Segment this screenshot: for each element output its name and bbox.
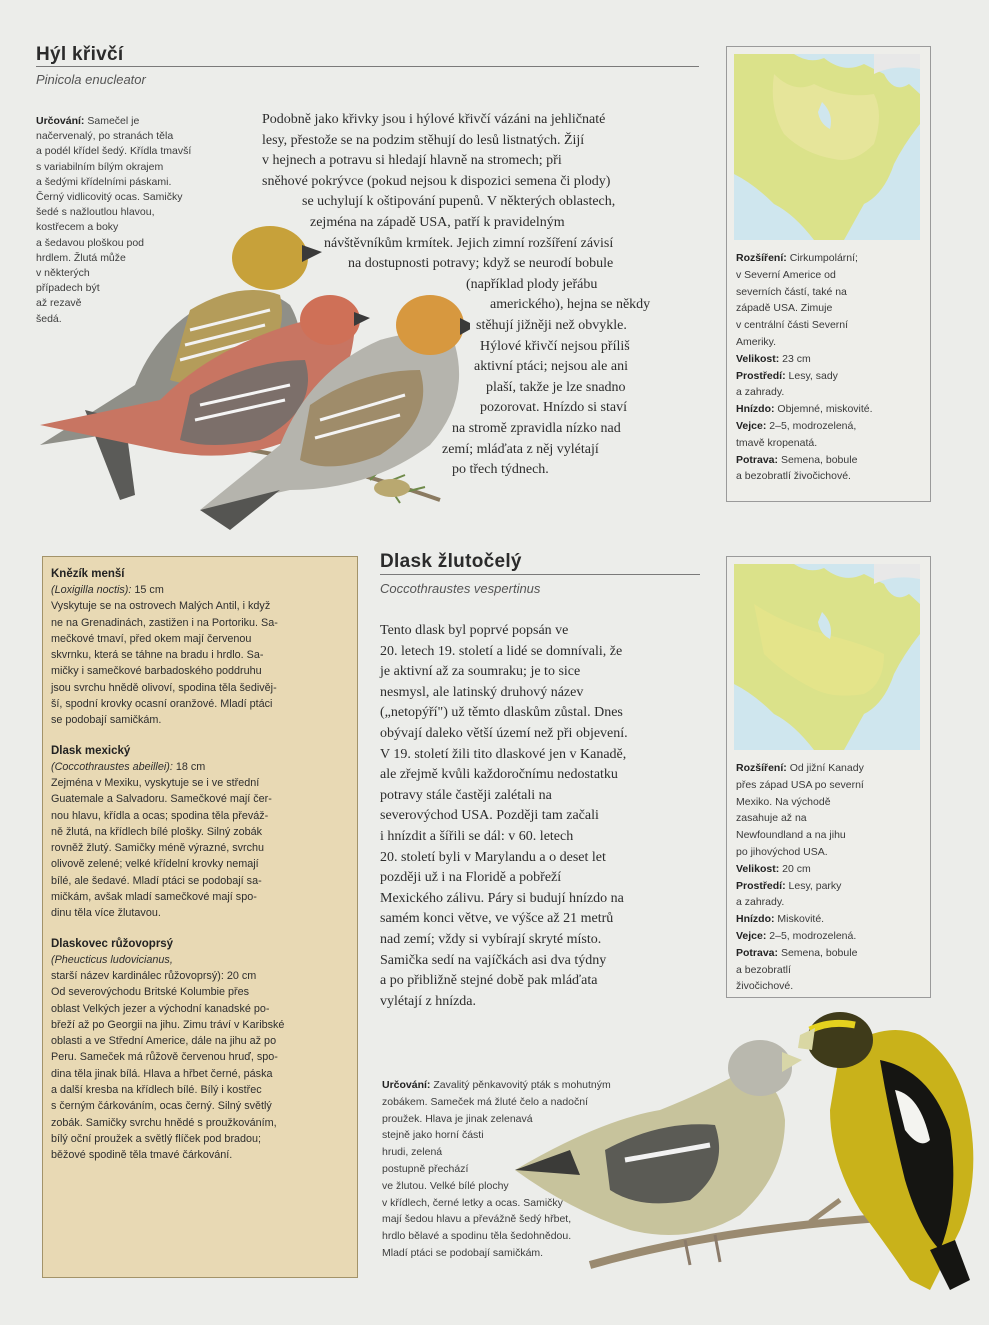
section2-latin: Coccothraustes vespertinus	[380, 581, 541, 596]
body-line: aktivní ptáci; nejsou ale ani	[474, 359, 628, 375]
sidebar-entry-line: Vyskytuje se na ostrovech Malých Antil, i když	[51, 600, 271, 613]
info-label: Potrava:	[736, 453, 779, 466]
body-line: 20. letech 19. století a lidé se domnívali, že	[380, 643, 623, 659]
body-line: (například plody jeřábu	[466, 276, 598, 292]
info-value: tmavě kropenatá.	[736, 436, 818, 449]
sidebar-entry-line: ne na Grenadinách, zastižen i na Portoriku. Sa-	[51, 616, 278, 629]
id-text: postupně přechází	[382, 1162, 469, 1175]
info-line	[736, 945, 926, 962]
info-label: Rozšíření:	[736, 252, 787, 264]
section1-info-text	[736, 250, 926, 485]
info-value: Lesy, sady	[788, 369, 838, 382]
body-line: V 19. století žili tito dlaskové jen v Kanadě,	[380, 746, 627, 762]
sidebar-entry-latin: (Coccothraustes abeillei):	[51, 760, 173, 773]
body-line: později už i na Floridě a pobřeží	[380, 870, 562, 886]
sidebar-entry-line: nou hlavu, křídla a ocas; spodina těla převáž-	[51, 809, 269, 822]
sidebar-entry-line: Guatemale a Salvadoru. Samečkové mají čer-	[51, 793, 272, 806]
info-value: a bezobratlí živočichové.	[736, 470, 851, 483]
info-line	[736, 827, 926, 844]
sidebar-entry-line: Peru. Sameček má růžově červenou hruď, spo-	[51, 1051, 278, 1064]
sidebar-entry-line: běžové spodině těla tmavé čárkování.	[51, 1149, 233, 1162]
sidebar-entry-line: bílý oční proužek a světlý flíček pod bradou;	[51, 1132, 262, 1145]
info-line	[736, 878, 926, 895]
section2-range-map	[734, 564, 920, 750]
section2-body	[380, 621, 710, 1012]
sidebar-entry-title: Dlask mexický	[51, 744, 131, 757]
sidebar-entry-latin-line	[51, 582, 351, 598]
sidebar-entry-line: mičky i samečkové barbadoského poddruhu	[51, 665, 262, 678]
info-value: a zahrady.	[736, 386, 785, 399]
info-line	[736, 452, 926, 469]
info-value: 23 cm	[782, 352, 811, 365]
info-label: Velikost:	[736, 352, 780, 365]
id-text: a šedavou ploškou pod	[36, 236, 144, 249]
sidebar-entry-line: Od severovýchodu Britské Kolumbie přes	[51, 986, 250, 999]
id-text: načervenalý, po stranách těla	[36, 130, 174, 143]
pine-grosbeak-illustration	[40, 200, 470, 540]
body-line: vylétají z hnízda.	[380, 993, 477, 1009]
sidebar-entry-line: ně žlutá, na křídlech bílé plošky. Silný zobák	[51, 825, 263, 838]
info-value: přes západ USA po severní	[736, 778, 864, 791]
info-value: Ameriky.	[736, 335, 777, 348]
info-line	[736, 794, 926, 811]
id-text: šedá.	[36, 312, 62, 325]
body-line: Hýlové křivčí nejsou příliš	[480, 338, 630, 354]
body-line: 20. století byli v Marylandu a o deset let	[380, 849, 606, 865]
sidebar-entry-latin: (Pheucticus ludovicianus,	[51, 953, 173, 966]
info-line	[736, 300, 926, 317]
info-label: Velikost:	[736, 862, 780, 875]
sidebar-entry-line: s černým čárkováním, ocas černý. Silný světlý	[51, 1100, 272, 1113]
info-line	[736, 468, 926, 485]
id-text: hrudi, zelená	[382, 1146, 443, 1159]
info-value: Semena, bobule	[780, 946, 858, 959]
sidebar-entry-title: Dlaskovec růžovoprsý	[51, 937, 174, 950]
section1-title: Hýl křivčí	[36, 44, 124, 65]
sidebar-entry-line: olivově zelené; velké křídelní krovky nemají	[51, 858, 259, 871]
id-text: šedé s nažloutlou hlavou,	[36, 206, 155, 219]
info-value: severních částí, také na	[736, 285, 847, 298]
sidebar-entry-line: jsou svrchu hnědě olivoví, spodina těla šedivěj-	[51, 681, 277, 694]
body-line: nad zemí; vždy si vybírají skryté místo.	[380, 931, 602, 947]
info-line	[736, 894, 926, 911]
sidebar-entries	[51, 566, 351, 1178]
sidebar-entry-line: Zejména v Mexiku, vyskytuje se i ve střední	[51, 776, 260, 789]
info-value: Miskovité.	[777, 913, 825, 926]
info-label: Hnízdo:	[736, 403, 775, 416]
info-line	[736, 284, 926, 301]
body-line: lesy, přestože se na podzim stěhují do lesů listnatých. Žijí	[262, 132, 585, 148]
info-line	[736, 928, 926, 945]
body-line: po třech týdnech.	[452, 462, 549, 478]
info-value: 20 cm	[782, 862, 811, 875]
info-line	[736, 401, 926, 418]
id-text: v křídlech, černé letky a ocas. Samičky	[382, 1196, 563, 1209]
body-line: Mexického zálivu. Páry si budují hnízdo na	[380, 890, 624, 906]
info-line	[736, 418, 926, 435]
section1-rule	[36, 66, 699, 67]
info-value: zasahuje až na	[736, 812, 807, 825]
sidebar-entry-line: bílé, ale šedavé. Mladí ptáci se podobají sa-	[51, 874, 262, 887]
body-line: na dostupnosti potravy; když se neurodí bobule	[348, 256, 614, 272]
info-value: v centrální části Severní	[736, 319, 849, 332]
id-text: a podél křídel šedý. Křídla tmavší	[36, 145, 192, 158]
info-value: Od jižní Kanady	[789, 762, 864, 774]
id-label: Určování:	[36, 115, 85, 127]
body-line: návštěvníkům krmítek. Jejich zimní rozšíření závisí	[324, 235, 614, 251]
body-line: obývají daleko větší území než při objevení.	[380, 725, 628, 741]
info-label: Prostředí:	[736, 369, 786, 382]
id-line	[36, 129, 236, 144]
info-line	[736, 810, 926, 827]
sidebar-entry-line: se podobají samičkám.	[51, 714, 162, 727]
body-line: se uchylují k oštipování pupenů. V některých oblastech,	[302, 194, 616, 210]
sidebar-entry-line: dinu těla více žlutavou.	[51, 907, 161, 920]
sidebar-entry-line: mečkové tmaví, před okem mají červenou	[51, 632, 252, 645]
sidebar-entry-line: starší název kardinálec růžovoprsý): 20 cm	[51, 969, 257, 982]
body-line: i hnízdit a šířili se dál: v 60. letech	[380, 828, 574, 844]
sidebar-entry-line: břeží až po Georgii na jihu. Zimu tráví v Karibské	[51, 1018, 285, 1031]
sidebar-entry-title: Knězík menší	[51, 568, 125, 580]
body-line: nesmysl, ale latinský druhový název	[380, 684, 584, 700]
sidebar-entry-line: skvrnku, která se táhne na bradu i hrdlo. Sa-	[51, 649, 264, 662]
info-value: Lesy, parky	[788, 879, 842, 892]
info-value: v Severní Americe od	[736, 268, 836, 281]
section2-rule	[380, 574, 700, 575]
info-line	[736, 978, 926, 995]
sidebar-entry-latin: (Loxigilla noctis):	[51, 584, 132, 596]
section2-title: Dlask žlutočelý	[380, 551, 522, 572]
body-line: stěhují jižněji než obvykle.	[476, 317, 627, 333]
info-label: Rozšíření:	[736, 762, 787, 774]
info-line	[736, 861, 926, 878]
sidebar-entry-line: a další kresba na křídlech bílé. Bílý i kostřec	[51, 1084, 262, 1097]
id-line	[36, 114, 236, 129]
body-line: je aktivní až za soumraku; je to sice	[380, 664, 581, 680]
id-text: Zavalitý pěnkavovitý pták s mohutným	[433, 1079, 611, 1091]
info-line	[736, 334, 926, 351]
info-line	[736, 368, 926, 385]
id-line	[36, 160, 236, 175]
body-line: v hejnech a potravu si hledají hlavně na stromech; při	[262, 153, 562, 169]
info-line	[736, 911, 926, 928]
info-value: a zahrady.	[736, 896, 785, 909]
sidebar-entry-line: ší, spodní krovky ocasní oranžové. Mladí ptáci	[51, 698, 273, 711]
info-line	[736, 384, 926, 401]
id-text: hrdlo bělavé a spodinu těla šedohnědou.	[382, 1230, 572, 1243]
body-line: Samička sedí na vajíčkách asi dva týdny	[380, 952, 607, 968]
info-line	[736, 317, 926, 334]
id-text: stejně jako horní části	[382, 1129, 484, 1142]
body-line: a po přibližně stejné době pak mláďata	[380, 973, 598, 989]
info-label: Vejce:	[736, 419, 767, 432]
sidebar-entry-latin-line	[51, 759, 351, 775]
sidebar-entry-line: dina těla jinak bílá. Hlava a hřbet černé, páska	[51, 1067, 273, 1080]
sidebar-entry-line: zobák. Samičky svrchu hnědé s proužkováním,	[51, 1116, 277, 1129]
id-text: a šedými křídelními páskami.	[36, 175, 172, 188]
id-text: mají šedou hlavu a převážně šedý hřbet,	[382, 1213, 572, 1226]
info-value: Cirkumpolární;	[789, 252, 858, 264]
info-line	[736, 250, 926, 267]
body-line: pozorovat. Hnízdo si staví	[480, 400, 627, 416]
info-line	[736, 267, 926, 284]
sidebar-entry	[51, 936, 351, 1164]
info-label: Prostředí:	[736, 879, 786, 892]
id-text: kostřecem a boky	[36, 221, 119, 234]
body-line: („netopýří") už těmto dlaskům zůstal. Dnes	[380, 705, 623, 721]
id-text: zobákem. Sameček má žluté čelo a nadoční	[382, 1095, 589, 1108]
info-label: Potrava:	[736, 946, 779, 959]
info-value: Mexiko. Na východě	[736, 795, 831, 808]
sidebar-entry-line: oblasti a ve Střední Americe, dále na jihu až po	[51, 1035, 277, 1048]
id-text: Černý vidlicovitý ocas. Samičky	[36, 191, 183, 204]
info-line	[736, 760, 926, 777]
id-text: s variabilním bílým okrajem	[36, 160, 164, 173]
info-line	[736, 777, 926, 794]
info-value: západě USA. Zimuje	[736, 302, 833, 315]
info-line	[736, 351, 926, 368]
evening-grosbeak-illustration	[510, 1000, 980, 1290]
info-value: a bezobratlí	[736, 963, 791, 976]
info-value: živočichové.	[736, 980, 794, 993]
id-line	[36, 144, 236, 159]
info-line	[736, 435, 926, 452]
id-text: hrdlem. Žlutá může	[36, 251, 126, 264]
section1-latin: Pinicola enucleator	[36, 72, 146, 87]
body-line: samém konci větve, ve výšce až 21 metrů	[380, 911, 614, 927]
sidebar-entry	[51, 743, 351, 922]
info-value: 2–5, modrozelená.	[769, 929, 857, 942]
body-line: severovýchod USA. Později tam začali	[380, 808, 599, 824]
info-value: 2–5, modrozelená,	[769, 419, 857, 432]
sidebar-entry-line: rovněž žlutý. Samičky méně výrazné, svrchu	[51, 842, 265, 855]
section1-range-map	[734, 54, 920, 240]
body-line: amerického), hejna se někdy	[490, 297, 651, 313]
id-text: proužek. Hlava je jinak zelenavá	[382, 1112, 533, 1125]
info-value: po jihovýchod USA.	[736, 845, 828, 858]
info-value: Newfoundland a na jihu	[736, 829, 846, 842]
body-line: plaší, takže je lze snadno	[486, 379, 626, 395]
id-text: v některých	[36, 267, 90, 280]
info-line	[736, 844, 926, 861]
body-line: Podobně jako křivky jsou i hýlové křivčí vázáni na jehličnaté	[262, 112, 606, 127]
info-value: Objemné, miskovité.	[777, 403, 873, 416]
body-line: Tento dlask byl poprvé popsán ve	[380, 623, 569, 638]
sidebar-entry	[51, 566, 351, 729]
section2-info-text	[736, 760, 926, 995]
id-label: Určování:	[382, 1079, 431, 1091]
sidebar-entry-line: oblast Velkých jezer a východní kanadské po-	[51, 1002, 270, 1015]
body-line: ale zřejmě kvůli každoročnímu nedostatku	[380, 767, 618, 783]
info-label: Vejce:	[736, 929, 767, 942]
id-text: případech být	[36, 282, 100, 295]
id-text: až rezavě	[36, 297, 82, 310]
body-line: zemí; mláďata z něj vylétají	[442, 441, 599, 457]
info-label: Hnízdo:	[736, 913, 775, 926]
body-line: potravy stále častěji zalétali na	[380, 787, 552, 803]
id-text: Mladí ptáci se podobají samičkám.	[382, 1246, 544, 1259]
info-line	[736, 962, 926, 979]
id-text: Samečel je	[87, 115, 140, 127]
info-value: Semena, bobule	[780, 453, 858, 466]
body-line: na stromě zpravidla nízko nad	[452, 420, 621, 436]
body-line: sněhové pokrývce (pokud nejsou k dispozici semena či plody)	[262, 173, 611, 189]
body-line: zejména na západě USA, patří k pravidelným	[310, 214, 565, 230]
sidebar-entry-size: 15 cm	[131, 584, 164, 596]
sidebar-entry-size: 18 cm	[172, 760, 206, 773]
id-text: ve žlutou. Velké bílé plochy	[382, 1179, 509, 1192]
sidebar-entry-latin-line	[51, 952, 351, 968]
id-line	[36, 175, 236, 190]
sidebar-entry-line: mičkám, avšak mladí samečkové mají spo-	[51, 891, 257, 904]
